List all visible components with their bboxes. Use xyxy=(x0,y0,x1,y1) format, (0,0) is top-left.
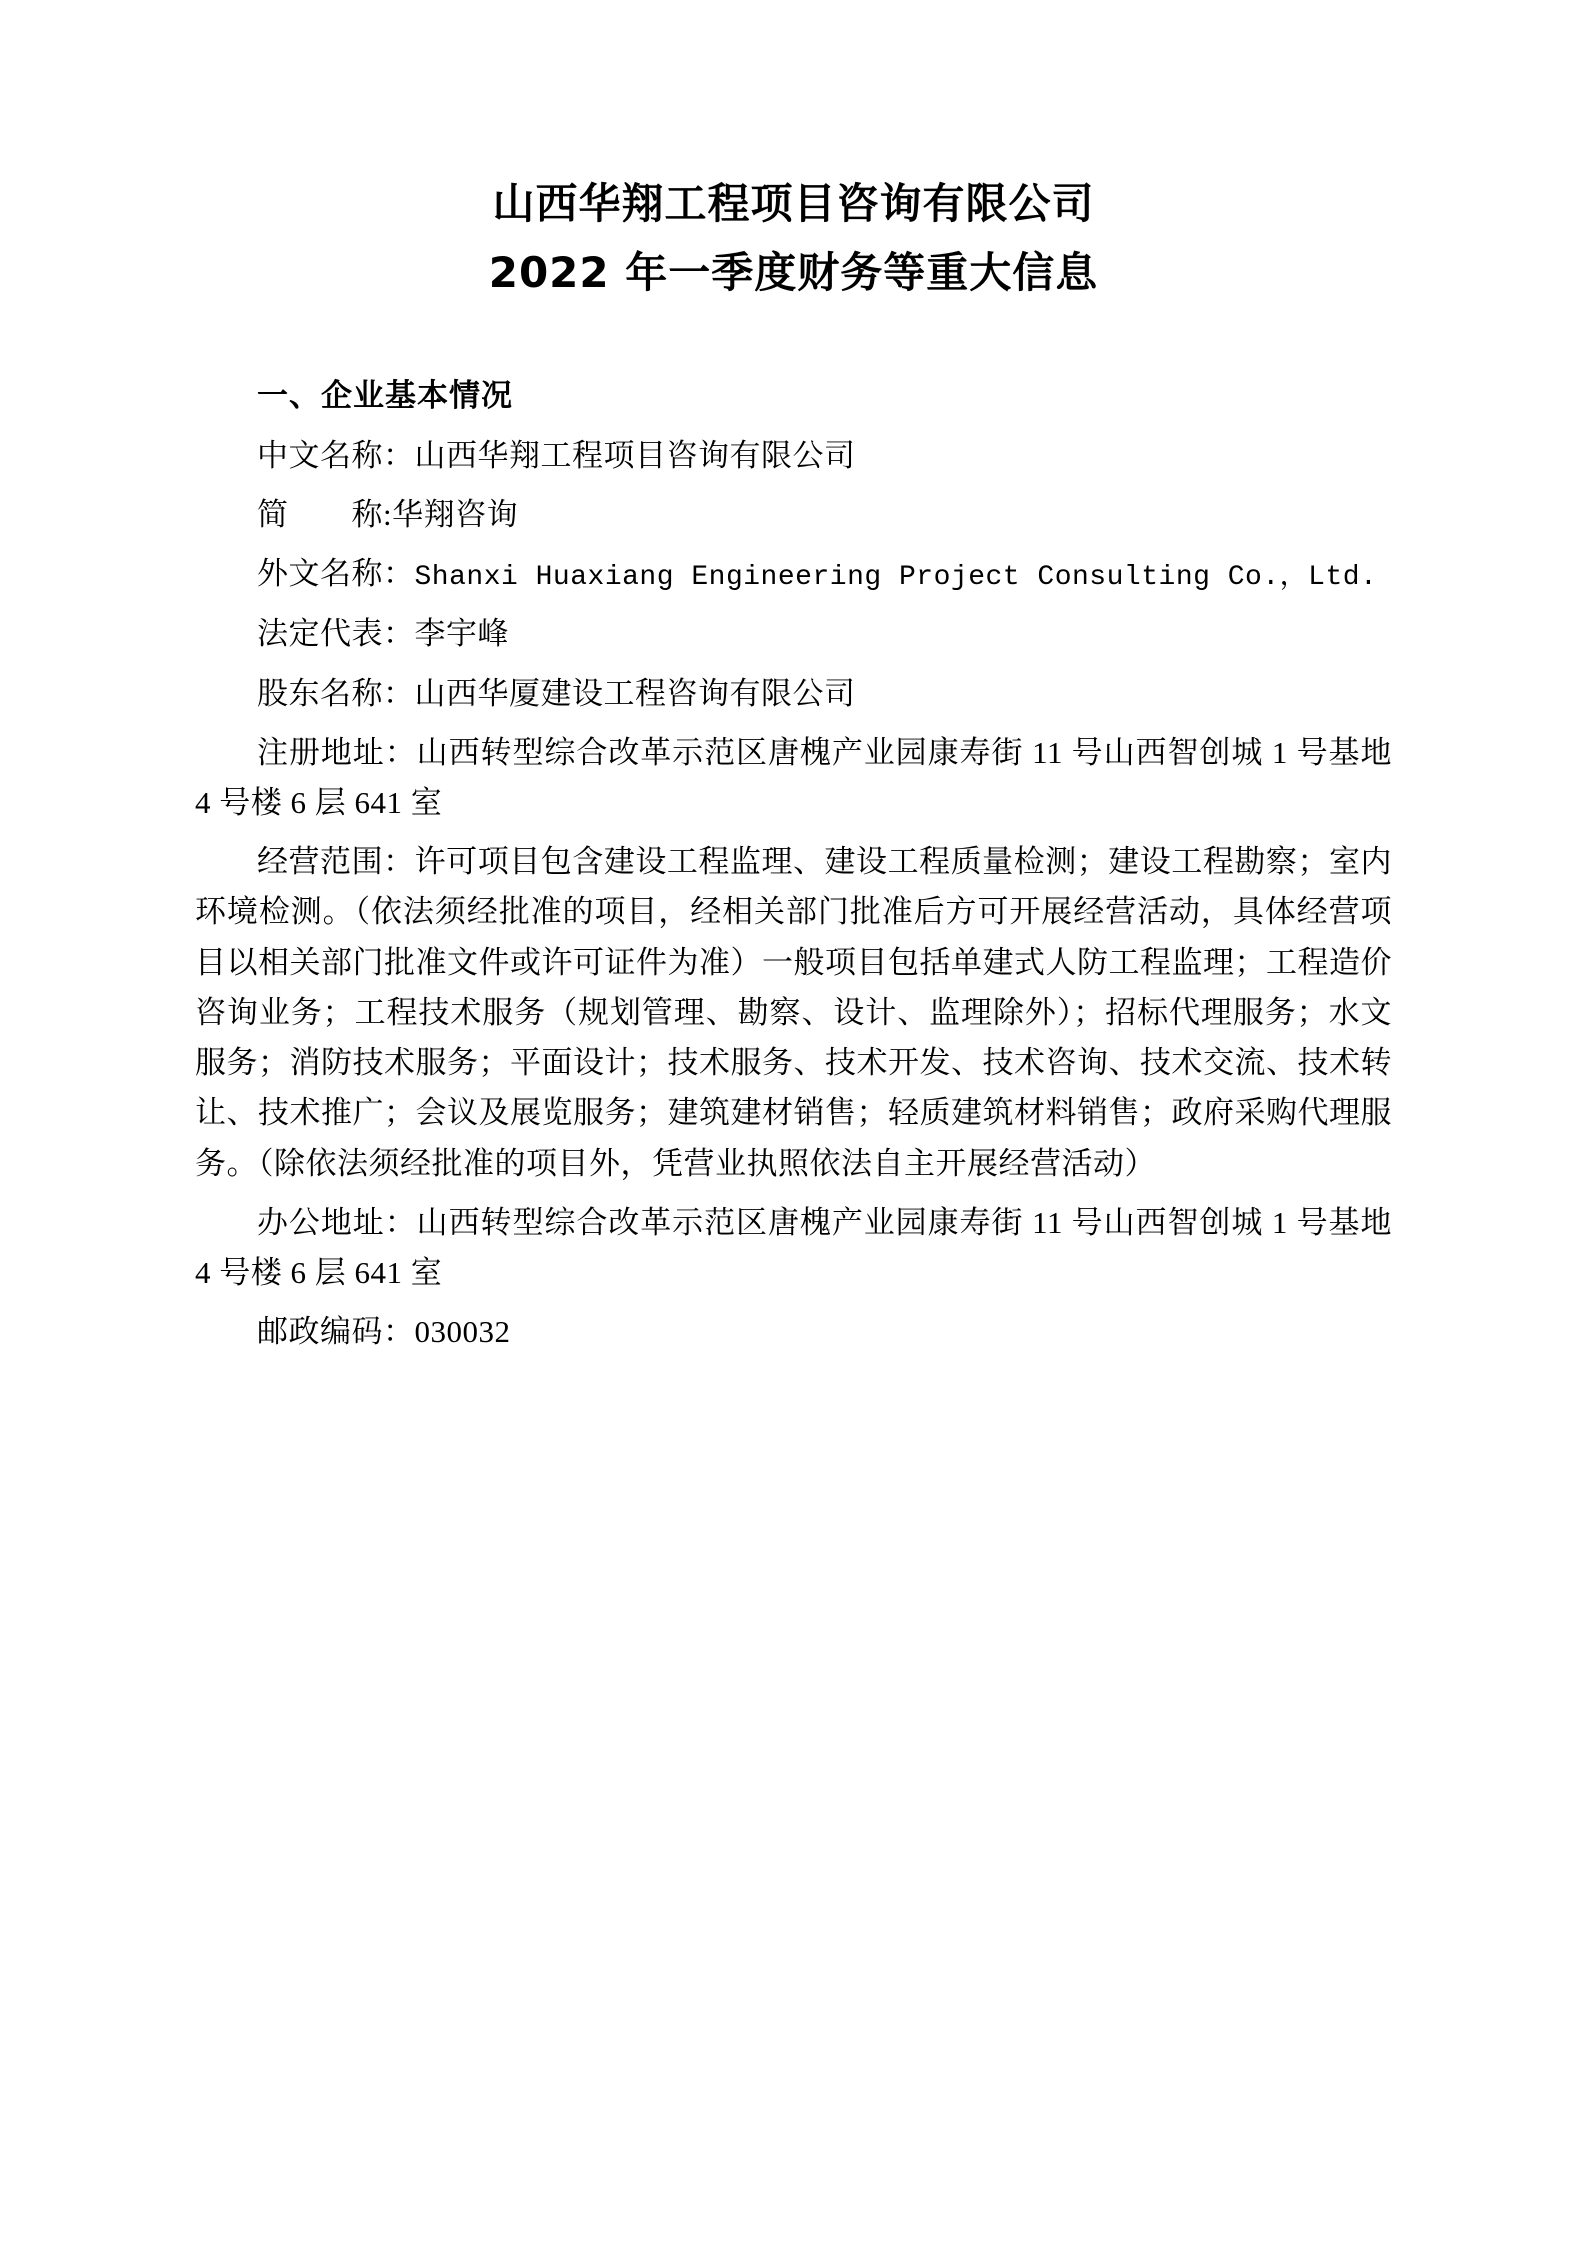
field-foreign-name-label: 外文名称： xyxy=(257,556,415,592)
field-office-address: 办公地址：山西转型综合改革示范区唐槐产业园康寿街 11 号山西智创城 1 号基地 4 号楼 6 层 641 室 xyxy=(195,1204,1392,1291)
field-short-name: 简 称:华翔咨询 xyxy=(257,496,519,532)
page-title xyxy=(195,150,1392,304)
field-foreign-name xyxy=(195,549,1392,600)
section-heading-company-basics: 一、企业基本情况 xyxy=(257,378,513,414)
field-foreign-name-value: Shanxi Huaxiang Engineering Project Consulting Co.，Ltd. xyxy=(414,562,1378,594)
title-line-1: 山西华翔工程项目咨询有限公司 xyxy=(492,179,1095,228)
field-legal-representative: 法定代表：李宇峰 xyxy=(257,616,509,652)
title-line-2: 2022 年一季度财务等重大信息 xyxy=(488,248,1099,297)
field-registered-address: 注册地址：山西转型综合改革示范区唐槐产业园康寿街 11 号山西智创城 1 号基地 4 号楼 6 层 641 室 xyxy=(195,734,1392,821)
field-postal-code: 邮政编码：030032 xyxy=(257,1314,511,1350)
field-business-scope: 经营范围：许可项目包含建设工程监理、建设工程质量检测；建设工程勘察；室内环境检测。（依法须经批准的项目，经相关部门批准后方可开展经营活动，具体经营项目以相关部门批准文件或许可证件为准）一般项目包括单建式人防工程监理；工程造价咨询业务；工程技术服务（规划管理、勘察、设计、监理除外）；招标代理服务；水文服务；消防技术服务；平面设计；技术服务、技术开发、技术咨询、技术交流、技术转让、技术推广；会议及展览服务；建筑建材销售；轻质建筑材料销售；政府采购代理服务。（除依法须经批准的项目外，凭营业执照依法自主开展经营活动） xyxy=(195,844,1392,1181)
field-shareholder: 股东名称：山西华厦建设工程咨询有限公司 xyxy=(257,675,856,711)
field-chinese-name: 中文名称：山西华翔工程项目咨询有限公司 xyxy=(257,437,856,473)
